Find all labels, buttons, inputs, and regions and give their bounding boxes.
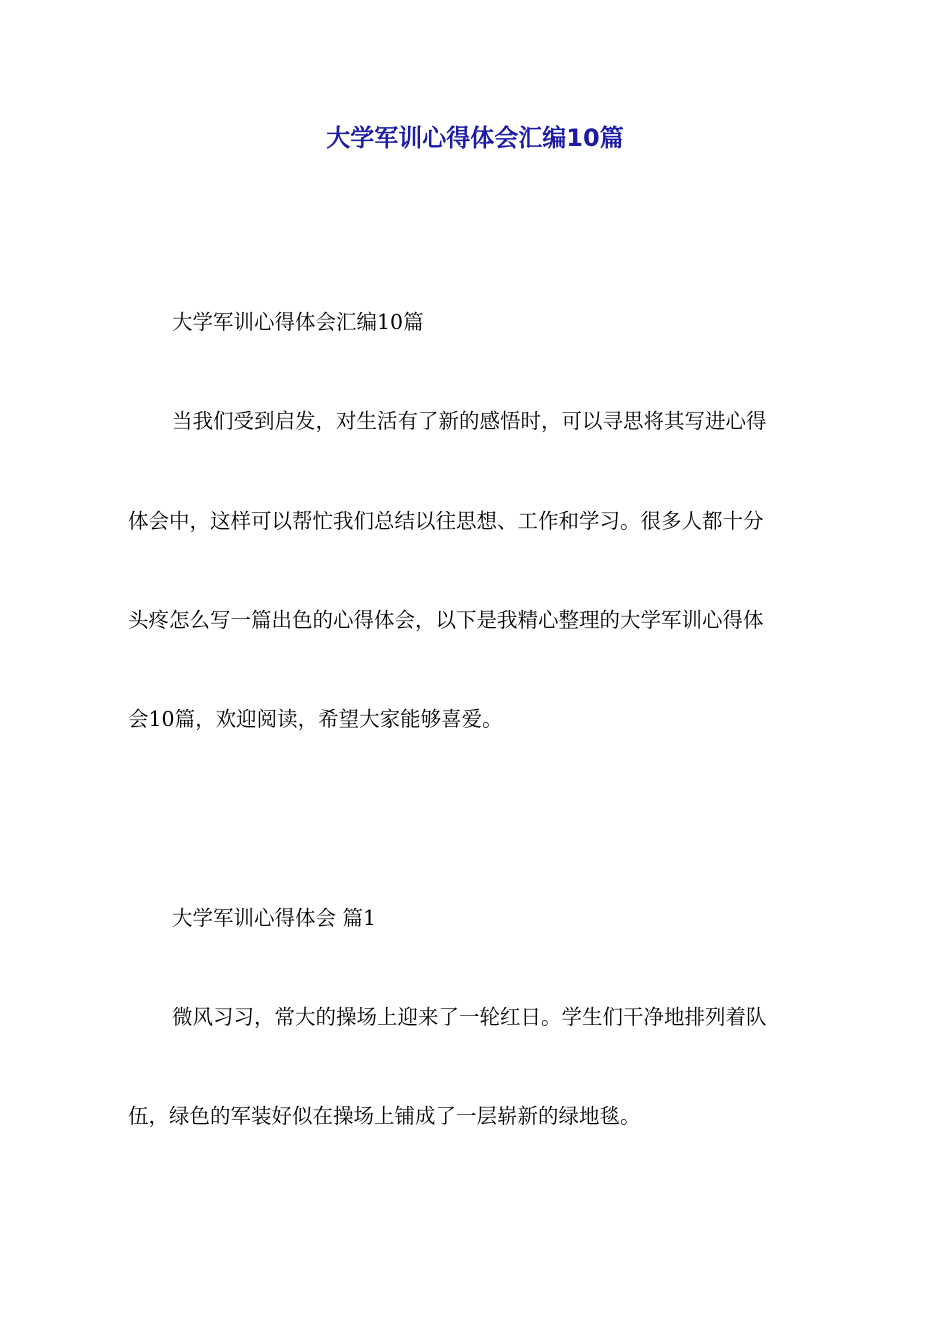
intro-paragraph-line-2: 体会中，这样可以帮忙我们总结以往思想、工作和学习。很多人都十分 <box>128 509 764 533</box>
document-title: 大学军训心得体会汇编10篇 <box>326 124 624 152</box>
section-1-paragraph-line-2: 伍，绿色的军装好似在操场上铺成了一层崭新的绿地毯。 <box>128 1104 641 1128</box>
section-heading-1: 大学军训心得体会 篇1 <box>172 906 377 930</box>
intro-paragraph-line-3: 头疼怎么写一篇出色的心得体会，以下是我精心整理的大学军训心得体 <box>128 608 764 632</box>
intro-paragraph-line-1: 当我们受到启发，对生活有了新的感悟时，可以寻思将其写进心得 <box>172 409 767 433</box>
section-1-paragraph-line-1: 微风习习，常大的操场上迎来了一轮红日。学生们干净地排列着队 <box>172 1005 767 1029</box>
intro-paragraph-line-4: 会10篇，欢迎阅读，希望大家能够喜爱。 <box>128 707 503 731</box>
intro-heading: 大学军训心得体会汇编10篇 <box>172 310 424 334</box>
